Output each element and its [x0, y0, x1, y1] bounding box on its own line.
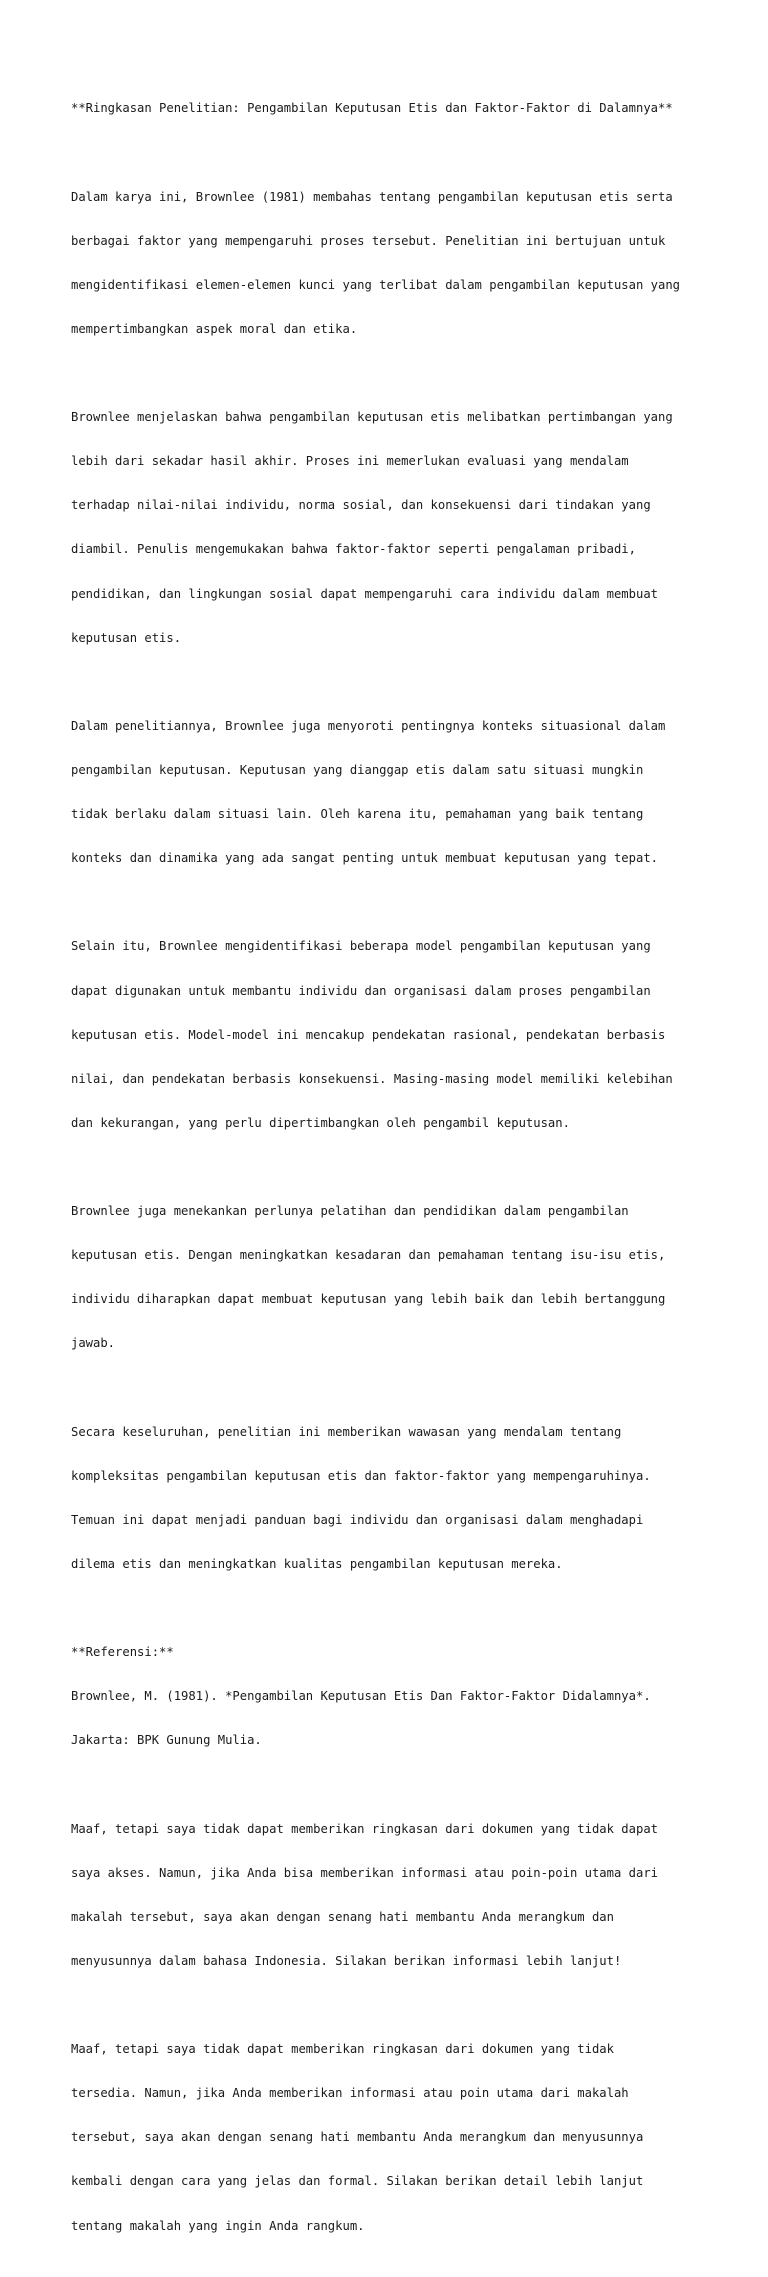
closing-paragraph-2 [71, 2013, 711, 2263]
paragraph-line: nilai, dan pendekatan berbasis konsekuensi. Masing-masing model memiliki kelebihan [71, 1071, 673, 1086]
paragraph-line: Brownlee juga menekankan perlunya pelatihan dan pendidikan dalam pengambilan [71, 1204, 629, 1219]
paragraph-line: jawab. [71, 1336, 116, 1351]
paragraph-line: keputusan etis. Model-model ini mencakup pendekatan rasional, pendekatan berbasis [71, 1027, 666, 1042]
paragraph-line: individu diharapkan dapat membuat keputusan yang lebih baik dan lebih bertanggung [71, 1292, 666, 1307]
paragraph-line: menyusunnya dalam bahasa Indonesia. Silakan berikan informasi lebih lanjut! [71, 1953, 622, 1968]
paragraph-line: keputusan etis. [71, 630, 182, 645]
paragraph-line: Selain itu, Brownlee mengidentifikasi beberapa model pengambilan keputusan yang [71, 939, 651, 954]
document-title [71, 72, 711, 146]
references-heading: **Referensi:** [71, 1645, 174, 1660]
paragraph-line: kembali dengan cara yang jelas dan formal. Silakan berikan detail lebih lanjut [71, 2174, 644, 2189]
paragraph-line: makalah tersebut, saya akan dengan senang hati membantu Anda merangkum dan [71, 1909, 614, 1924]
paragraph-line: keputusan etis. Dengan meningkatkan kesadaran dan pemahaman tentang isu-isu etis, [71, 1248, 666, 1263]
paragraph-line: Maaf, tetapi saya tidak dapat memberikan ringkasan dari dokumen yang tidak [71, 2042, 614, 2057]
paragraph-2 [71, 381, 711, 675]
paragraph-line: tidak berlaku dalam situasi lain. Oleh karena itu, pemahaman yang baik tentang [71, 807, 644, 822]
paragraph-line: pengambilan keputusan. Keputusan yang dianggap etis dalam satu situasi mungkin [71, 763, 644, 777]
paragraph-line: mengidentifikasi elemen-elemen kunci yang terlibat dalam pengambilan keputusan yang [71, 277, 681, 292]
paragraph-line: konteks dan dinamika yang ada sangat penting untuk membuat keputusan yang tepat. [71, 851, 658, 866]
paragraph-line: pendidikan, dan lingkungan sosial dapat mempengaruhi cara individu dalam membuat [71, 586, 658, 601]
paragraph-line: Secara keseluruhan, penelitian ini memberikan wawasan yang mendalam tentang [71, 1424, 622, 1439]
paragraph-4 [71, 910, 711, 1160]
paragraph-line: dan kekurangan, yang perlu dipertimbangkan oleh pengambil keputusan. [71, 1115, 570, 1130]
paragraph-1 [71, 160, 711, 366]
paragraph-5 [71, 1175, 711, 1381]
paragraph-line: saya akses. Namun, jika Anda bisa memberikan informasi atau poin-poin utama dari [71, 1865, 658, 1880]
paragraph-line: terhadap nilai-nilai individu, norma sosial, dan konsekuensi dari tindakan yang [71, 498, 651, 513]
paragraph-3 [71, 689, 711, 895]
paragraph-6 [71, 1395, 711, 1601]
paragraph-line: tersedia. Namun, jika Anda memberikan informasi atau poin utama dari makalah [71, 2086, 629, 2101]
paragraph-line: dilema etis dan meningkatkan kualitas pengambilan keputusan mereka. [71, 1556, 563, 1571]
paragraph-line: mempertimbangkan aspek moral dan etika. [71, 321, 358, 336]
references-section [71, 1616, 711, 1778]
paragraph-line: Maaf, tetapi saya tidak dapat memberikan ringkasan dari dokumen yang tidak dapat [71, 1821, 658, 1836]
paragraph-line: tentang makalah yang ingin Anda rangkum. [71, 2218, 365, 2233]
paragraph-line: lebih dari sekadar hasil akhir. Proses ini memerlukan evaluasi yang mendalam [71, 454, 629, 469]
paragraph-line: diambil. Penulis mengemukakan bahwa faktor-faktor seperti pengalaman pribadi, [71, 542, 636, 557]
paragraph-line: tersebut, saya akan dengan senang hati membantu Anda merangkum dan menyusunnya [71, 2130, 644, 2145]
paragraph-line: kompleksitas pengambilan keputusan etis dan faktor-faktor yang mempengaruhinya. [71, 1468, 651, 1483]
reference-entry: Jakarta: BPK Gunung Mulia. [71, 1733, 262, 1748]
reference-entry: Brownlee, M. (1981). *Pengambilan Keputusan Etis Dan Faktor-Faktor Didalamnya*. [71, 1689, 651, 1704]
document-page [71, 72, 711, 2277]
paragraph-line: Dalam karya ini, Brownlee (1981) membahas tentang pengambilan keputusan etis serta [71, 189, 673, 204]
closing-paragraph-1 [71, 1792, 711, 1998]
paragraph-line: Brownlee menjelaskan bahwa pengambilan keputusan etis melibatkan pertimbangan yang [71, 410, 673, 425]
paragraph-line: dapat digunakan untuk membantu individu dan organisasi dalam proses pengambilan [71, 983, 651, 998]
title-line: **Ringkasan Penelitian: Pengambilan Keputusan Etis dan Faktor-Faktor di Dalamnya** [71, 101, 673, 116]
paragraph-line: Dalam penelitiannya, Brownlee juga menyoroti pentingnya konteks situasional dalam [71, 718, 666, 733]
paragraph-line: berbagai faktor yang mempengaruhi proses tersebut. Penelitian ini bertujuan untuk [71, 233, 666, 248]
paragraph-line: Temuan ini dapat menjadi panduan bagi individu dan organisasi dalam menghadapi [71, 1512, 644, 1527]
